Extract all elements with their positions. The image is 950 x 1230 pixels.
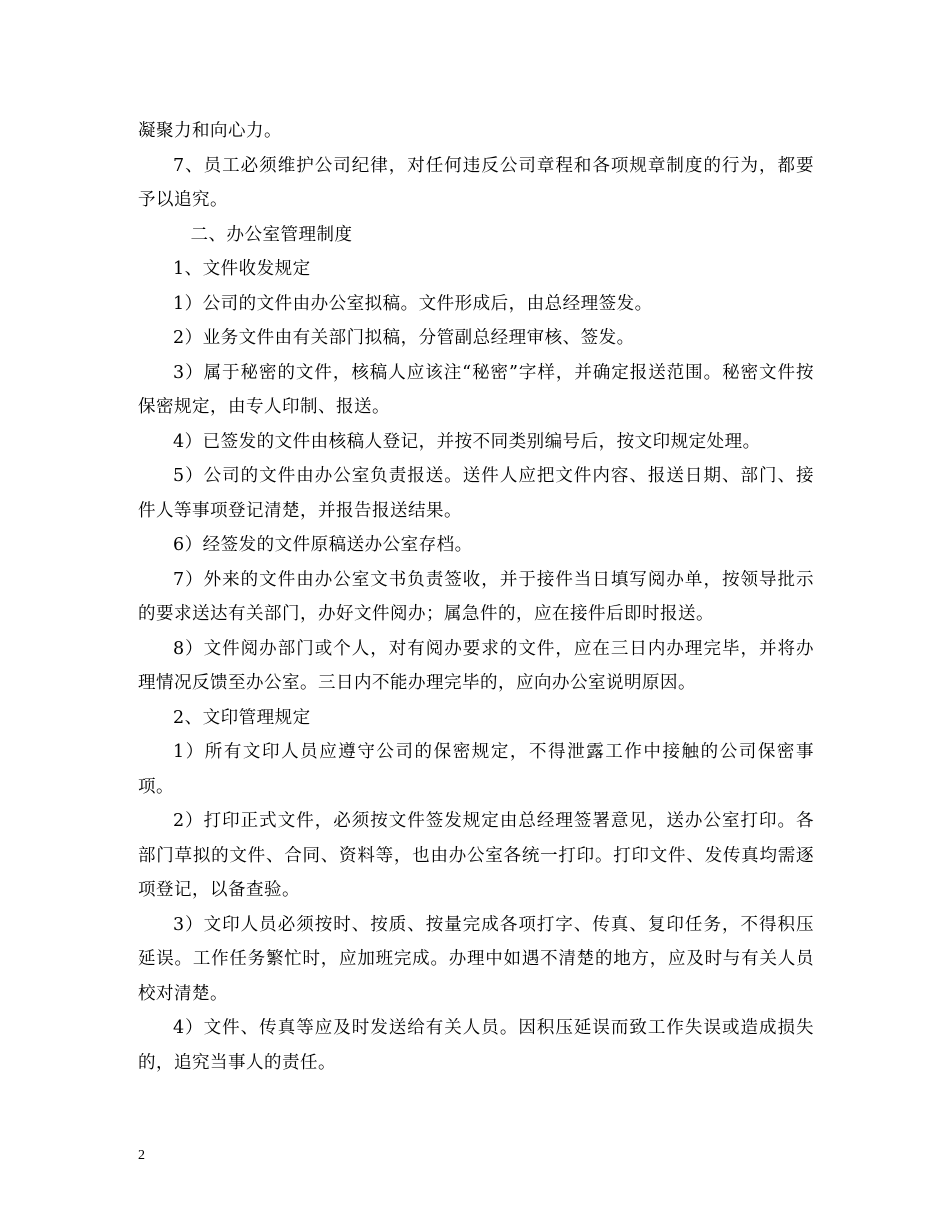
paragraph-dispatch-2: 2）业务文件由有关部门拟稿，分管副总经理审核、签发。 [173,328,635,348]
paragraph-printing-3: 3）文印人员必须按时、按质、按量完成各项打字、传真、复印任务，不得积压延误。工作任务繁忙时，应加班完成。办理中如遇不清楚的地方，应及时与有关人员校对清楚。 [138,914,814,1004]
paragraph-dispatch-7: 7）外来的文件由办公室文书负责签收，并于接件当日填写阅办单，按领导批示的要求送达有关部门，办好文件阅办；属急件的，应在接件后即时报送。 [138,569,814,624]
page-number: 2 [138,1148,145,1163]
document-body [138,114,814,1080]
paragraph-dispatch-1: 1）公司的文件由办公室拟稿。文件形成后，由总经理签发。 [173,293,653,314]
paragraph-printing-1: 1）所有文印人员应遵守公司的保密规定，不得泄露工作中接触的公司保密事项。 [138,742,814,797]
paragraph-rule-7: 7、员工必须维护公司纪律，对任何违反公司章程和各项规章制度的行为，都要予以追究。 [138,155,814,210]
paragraph-dispatch-3: 3）属于秘密的文件，核稿人应该注“秘密”字样，并确定报送范围。秘密文件按保密规定，由专人印制、报送。 [138,362,814,417]
subsection-heading-printing-management: 2、文印管理规定 [173,707,311,728]
section-heading-office-management: 二、办公室管理制度 [190,224,353,245]
subsection-heading-document-dispatch: 1、文件收发规定 [173,259,311,279]
paragraph-printing-4: 4）文件、传真等应及时发送给有关人员。因积压延误而致工作失误或造成损失的，追究当事人的责任。 [138,1018,814,1073]
paragraph-dispatch-6: 6）经签发的文件原稿送办公室存档。 [173,535,473,555]
paragraph-continuation: 凝聚力和向心力。 [138,121,282,141]
paragraph-printing-2: 2）打印正式文件，必须按文件签发规定由总经理签署意见，送办公室打印。各部门草拟的文件、合同、资料等，也由办公室各统一打印。打印文件、发传真均需逐项登记，以备查验。 [138,811,814,900]
paragraph-dispatch-8: 8）文件阅办部门或个人，对有阅办要求的文件，应在三日内办理完毕，并将办理情况反馈至办公室。三日内不能办理完毕的，应向办公室说明原因。 [138,638,814,693]
paragraph-dispatch-4: 4）已签发的文件由核稿人登记，并按不同类别编号后，按文印规定处理。 [173,431,761,452]
paragraph-dispatch-5: 5）公司的文件由办公室负责报送。送件人应把文件内容、报送日期、部门、接件人等事项登记清楚，并报告报送结果。 [138,466,814,521]
